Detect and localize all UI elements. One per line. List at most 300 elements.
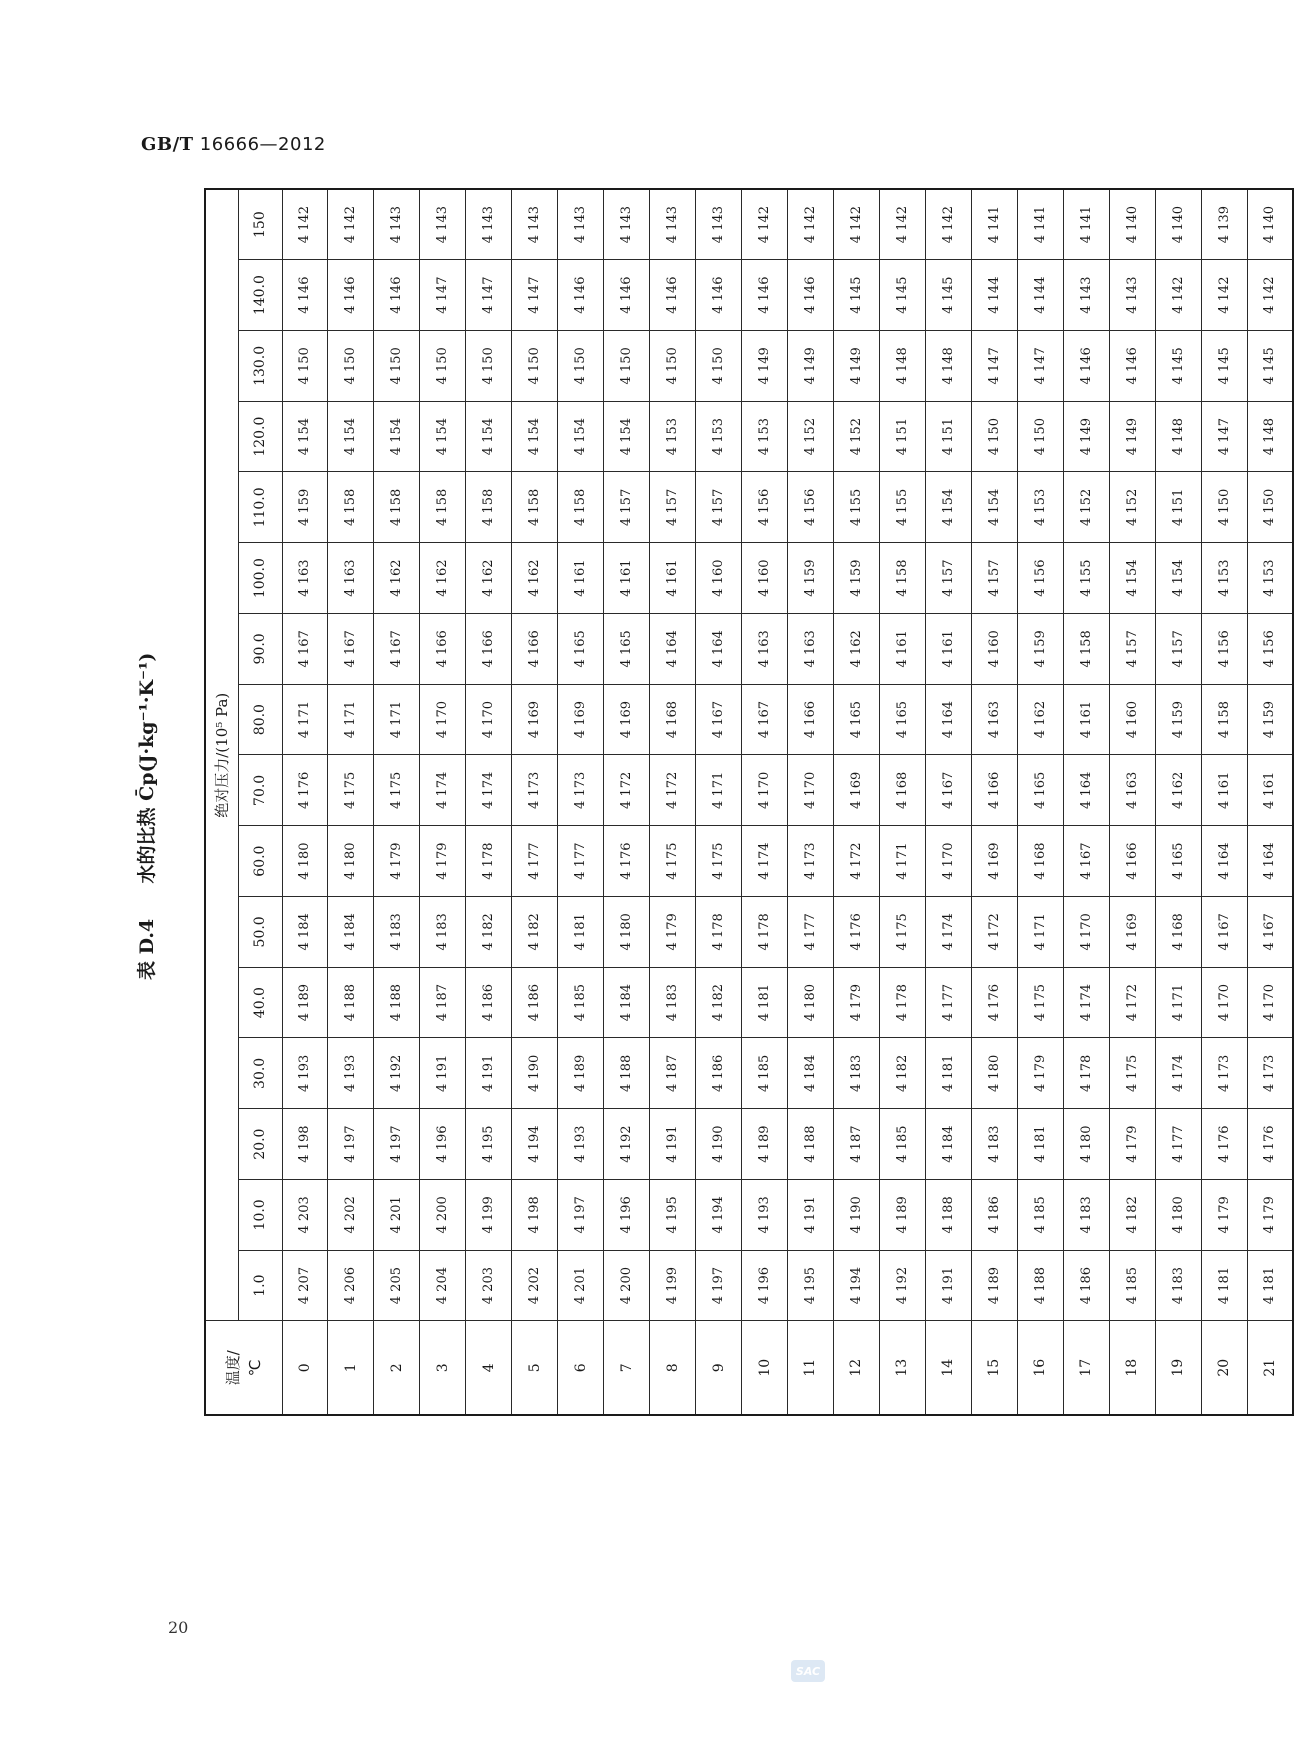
pressure-column-header: 50.0 <box>238 897 282 968</box>
specific-heat-cell: 4 176 <box>604 826 650 897</box>
specific-heat-cell: 4 154 <box>971 472 1017 543</box>
specific-heat-cell: 4 165 <box>604 614 650 685</box>
specific-heat-cell: 4 154 <box>512 401 558 472</box>
specific-heat-cell: 4 174 <box>1063 967 1109 1038</box>
specific-heat-cell: 4 174 <box>466 755 512 826</box>
specific-heat-cell: 4 173 <box>787 826 833 897</box>
specific-heat-cell: 4 160 <box>696 543 742 614</box>
specific-heat-cell: 4 188 <box>374 967 420 1038</box>
specific-heat-cell: 4 158 <box>466 472 512 543</box>
specific-heat-cell: 4 169 <box>558 684 604 755</box>
specific-heat-cell: 4 150 <box>696 331 742 402</box>
specific-heat-cell: 4 157 <box>971 543 1017 614</box>
specific-heat-cell: 4 149 <box>742 331 788 402</box>
specific-heat-cell: 4 178 <box>466 826 512 897</box>
specific-heat-cell: 4 156 <box>1017 543 1063 614</box>
pressure-column-header: 110.0 <box>238 472 282 543</box>
specific-heat-cell: 4 150 <box>971 401 1017 472</box>
specific-heat-cell: 4 167 <box>1063 826 1109 897</box>
specific-heat-cell: 4 202 <box>328 1180 374 1251</box>
specific-heat-cell: 4 145 <box>833 260 879 331</box>
specific-heat-cell: 4 179 <box>1017 1038 1063 1109</box>
specific-heat-cell: 4 194 <box>512 1109 558 1180</box>
specific-heat-cell: 4 177 <box>512 826 558 897</box>
specific-heat-cell: 4 188 <box>787 1109 833 1180</box>
specific-heat-cell: 4 174 <box>925 897 971 968</box>
specific-heat-cell: 4 191 <box>650 1109 696 1180</box>
temperature-cell: 2 <box>374 1321 420 1415</box>
specific-heat-cell: 4 158 <box>374 472 420 543</box>
specific-heat-cell: 4 179 <box>833 967 879 1038</box>
specific-heat-cell: 4 189 <box>742 1109 788 1180</box>
specific-heat-cell: 4 184 <box>282 897 328 968</box>
specific-heat-cell: 4 181 <box>742 967 788 1038</box>
pressure-column-header: 70.0 <box>238 755 282 826</box>
specific-heat-cell: 4 153 <box>696 401 742 472</box>
specific-heat-cell: 4 149 <box>1063 401 1109 472</box>
specific-heat-cell: 4 203 <box>282 1180 328 1251</box>
specific-heat-cell: 4 188 <box>604 1038 650 1109</box>
temperature-cell: 12 <box>833 1321 879 1415</box>
specific-heat-cell: 4 160 <box>742 543 788 614</box>
table-row <box>879 189 925 1415</box>
specific-heat-cell: 4 195 <box>466 1109 512 1180</box>
specific-heat-cell: 4 197 <box>558 1180 604 1251</box>
corner-header-temperature <box>205 1321 282 1415</box>
specific-heat-cell: 4 167 <box>282 614 328 685</box>
specific-heat-cell: 4 158 <box>420 472 466 543</box>
table-row <box>1155 189 1201 1415</box>
specific-heat-cell: 4 206 <box>328 1250 374 1321</box>
specific-heat-cell: 4 150 <box>1247 472 1293 543</box>
specific-heat-cell: 4 145 <box>1247 331 1293 402</box>
specific-heat-cell: 4 166 <box>420 614 466 685</box>
specific-heat-cell: 4 156 <box>1201 614 1247 685</box>
specific-heat-cell: 4 189 <box>282 967 328 1038</box>
temperature-cell: 4 <box>466 1321 512 1415</box>
specific-heat-cell: 4 151 <box>1155 472 1201 543</box>
specific-heat-cell: 4 150 <box>1017 401 1063 472</box>
specific-heat-cell: 4 163 <box>282 543 328 614</box>
specific-heat-cell: 4 171 <box>1155 967 1201 1038</box>
specific-heat-cell: 4 189 <box>971 1250 1017 1321</box>
specific-heat-cell: 4 190 <box>696 1109 742 1180</box>
specific-heat-cell: 4 167 <box>696 684 742 755</box>
temperature-cell: 8 <box>650 1321 696 1415</box>
specific-heat-cell: 4 159 <box>1155 684 1201 755</box>
specific-heat-cell: 4 166 <box>787 684 833 755</box>
specific-heat-cell: 4 142 <box>879 189 925 260</box>
specific-heat-cell: 4 157 <box>650 472 696 543</box>
specific-heat-cell: 4 180 <box>1155 1180 1201 1251</box>
specific-heat-cell: 4 187 <box>833 1109 879 1180</box>
specific-heat-cell: 4 148 <box>925 331 971 402</box>
data-table <box>204 188 1294 1416</box>
specific-heat-cell: 4 201 <box>558 1250 604 1321</box>
pressure-column-header: 150 <box>238 189 282 260</box>
specific-heat-cell: 4 162 <box>1155 755 1201 826</box>
specific-heat-cell: 4 158 <box>1063 614 1109 685</box>
specific-heat-cell: 4 150 <box>604 331 650 402</box>
specific-heat-cell: 4 168 <box>879 755 925 826</box>
specific-heat-cell: 4 185 <box>1017 1180 1063 1251</box>
specific-heat-cell: 4 170 <box>742 755 788 826</box>
specific-heat-cell: 4 181 <box>1017 1109 1063 1180</box>
specific-heat-cell: 4 201 <box>374 1180 420 1251</box>
specific-heat-cell: 4 148 <box>1247 401 1293 472</box>
specific-heat-cell: 4 184 <box>925 1109 971 1180</box>
specific-heat-cell: 4 174 <box>1155 1038 1201 1109</box>
specific-heat-cell: 4 153 <box>650 401 696 472</box>
specific-heat-cell: 4 158 <box>879 543 925 614</box>
specific-heat-cell: 4 143 <box>604 189 650 260</box>
specific-heat-cell: 4 172 <box>971 897 1017 968</box>
specific-heat-cell: 4 145 <box>1201 331 1247 402</box>
specific-heat-cell: 4 192 <box>374 1038 420 1109</box>
specific-heat-cell: 4 186 <box>1063 1250 1109 1321</box>
specific-heat-cell: 4 176 <box>282 755 328 826</box>
specific-heat-cell: 4 143 <box>1063 260 1109 331</box>
specific-heat-cell: 4 146 <box>1109 331 1155 402</box>
specific-heat-cell: 4 166 <box>1109 826 1155 897</box>
specific-heat-cell: 4 140 <box>1155 189 1201 260</box>
specific-heat-cell: 4 200 <box>604 1250 650 1321</box>
specific-heat-cell: 4 150 <box>512 331 558 402</box>
specific-heat-cell: 4 185 <box>879 1109 925 1180</box>
temperature-cell: 17 <box>1063 1321 1109 1415</box>
specific-heat-cell: 4 146 <box>787 260 833 331</box>
specific-heat-cell: 4 164 <box>1063 755 1109 826</box>
specific-heat-cell: 4 185 <box>1109 1250 1155 1321</box>
specific-heat-cell: 4 185 <box>742 1038 788 1109</box>
specific-heat-cell: 4 167 <box>328 614 374 685</box>
specific-heat-cell: 4 161 <box>1063 684 1109 755</box>
specific-heat-cell: 4 161 <box>925 614 971 685</box>
specific-heat-cell: 4 161 <box>1247 755 1293 826</box>
specific-heat-cell: 4 183 <box>833 1038 879 1109</box>
table-row <box>1247 189 1293 1415</box>
pressure-column-header: 40.0 <box>238 967 282 1038</box>
specific-heat-cell: 4 189 <box>558 1038 604 1109</box>
specific-heat-cell: 4 167 <box>925 755 971 826</box>
specific-heat-cell: 4 142 <box>1155 260 1201 331</box>
specific-heat-cell: 4 202 <box>512 1250 558 1321</box>
table-row <box>328 189 374 1415</box>
page-number: 20 <box>168 1618 189 1637</box>
specific-heat-cell: 4 181 <box>558 897 604 968</box>
specific-heat-cell: 4 165 <box>879 684 925 755</box>
specific-heat-cell: 4 143 <box>650 189 696 260</box>
corner-label-line1: 温度/ <box>223 1350 242 1386</box>
specific-heat-cell: 4 145 <box>879 260 925 331</box>
specific-heat-cell: 4 154 <box>282 401 328 472</box>
specific-heat-cell: 4 171 <box>879 826 925 897</box>
specific-heat-cell: 4 191 <box>787 1180 833 1251</box>
specific-heat-cell: 4 182 <box>512 897 558 968</box>
specific-heat-cell: 4 181 <box>925 1038 971 1109</box>
specific-heat-cell: 4 149 <box>787 331 833 402</box>
specific-heat-cell: 4 179 <box>1109 1109 1155 1180</box>
specific-heat-cell: 4 164 <box>1247 826 1293 897</box>
specific-heat-cell: 4 176 <box>833 897 879 968</box>
specific-heat-cell: 4 163 <box>742 614 788 685</box>
specific-heat-cell: 4 173 <box>1247 1038 1293 1109</box>
table-row <box>1201 189 1247 1415</box>
specific-heat-cell: 4 146 <box>696 260 742 331</box>
specific-heat-cell: 4 176 <box>1201 1109 1247 1180</box>
specific-heat-cell: 4 173 <box>558 755 604 826</box>
specific-heat-cell: 4 164 <box>650 614 696 685</box>
specific-heat-cell: 4 150 <box>282 331 328 402</box>
specific-heat-cell: 4 172 <box>833 826 879 897</box>
table-row <box>696 189 742 1415</box>
specific-heat-cell: 4 143 <box>374 189 420 260</box>
specific-heat-cell: 4 146 <box>742 260 788 331</box>
specific-heat-cell: 4 181 <box>1201 1250 1247 1321</box>
specific-heat-cell: 4 196 <box>420 1109 466 1180</box>
specific-heat-cell: 4 169 <box>971 826 1017 897</box>
standard-number: 16666—2012 <box>199 134 326 155</box>
table-row <box>833 189 879 1415</box>
specific-heat-cell: 4 175 <box>328 755 374 826</box>
specific-heat-cell: 4 153 <box>1017 472 1063 543</box>
specific-heat-cell: 4 200 <box>420 1180 466 1251</box>
specific-heat-cell: 4 174 <box>742 826 788 897</box>
pressure-column-header: 90.0 <box>238 614 282 685</box>
specific-heat-cell: 4 171 <box>328 684 374 755</box>
specific-heat-cell: 4 158 <box>328 472 374 543</box>
specific-heat-cell: 4 170 <box>420 684 466 755</box>
specific-heat-cell: 4 192 <box>879 1250 925 1321</box>
specific-heat-cell: 4 175 <box>696 826 742 897</box>
specific-heat-cell: 4 158 <box>512 472 558 543</box>
specific-heat-cell: 4 205 <box>374 1250 420 1321</box>
specific-heat-cell: 4 169 <box>833 755 879 826</box>
specific-heat-cell: 4 146 <box>374 260 420 331</box>
table-row <box>1063 189 1109 1415</box>
specific-heat-cell: 4 173 <box>1201 1038 1247 1109</box>
standard-header <box>141 134 326 155</box>
specific-heat-cell: 4 159 <box>833 543 879 614</box>
specific-heat-cell: 4 152 <box>787 401 833 472</box>
specific-heat-cell: 4 152 <box>1109 472 1155 543</box>
specific-heat-cell: 4 180 <box>1063 1109 1109 1180</box>
specific-heat-cell: 4 196 <box>604 1180 650 1251</box>
specific-heat-cell: 4 159 <box>1017 614 1063 685</box>
specific-heat-cell: 4 187 <box>420 967 466 1038</box>
specific-heat-cell: 4 193 <box>558 1109 604 1180</box>
specific-heat-cell: 4 160 <box>1109 684 1155 755</box>
table-row <box>604 189 650 1415</box>
specific-heat-cell: 4 169 <box>512 684 558 755</box>
specific-heat-cell: 4 156 <box>742 472 788 543</box>
specific-heat-cell: 4 157 <box>925 543 971 614</box>
specific-heat-cell: 4 186 <box>971 1180 1017 1251</box>
pressure-column-header: 1.0 <box>238 1250 282 1321</box>
specific-heat-cell: 4 155 <box>879 472 925 543</box>
specific-heat-cell: 4 178 <box>696 897 742 968</box>
specific-heat-cell: 4 150 <box>328 331 374 402</box>
specific-heat-cell: 4 170 <box>466 684 512 755</box>
specific-heat-cell: 4 150 <box>466 331 512 402</box>
specific-heat-cell: 4 157 <box>1155 614 1201 685</box>
specific-heat-cell: 4 182 <box>1109 1180 1155 1251</box>
specific-heat-cell: 4 161 <box>650 543 696 614</box>
specific-heat-cell: 4 177 <box>558 826 604 897</box>
specific-heat-cell: 4 153 <box>742 401 788 472</box>
specific-heat-cell: 4 175 <box>650 826 696 897</box>
table-row <box>1109 189 1155 1415</box>
specific-heat-cell: 4 141 <box>1017 189 1063 260</box>
specific-heat-cell: 4 149 <box>833 331 879 402</box>
specific-heat-cell: 4 197 <box>696 1250 742 1321</box>
specific-heat-cell: 4 184 <box>604 967 650 1038</box>
specific-heat-cell: 4 145 <box>925 260 971 331</box>
specific-heat-cell: 4 153 <box>1201 543 1247 614</box>
specific-heat-cell: 4 142 <box>282 189 328 260</box>
specific-heat-cell: 4 159 <box>1247 684 1293 755</box>
specific-heat-cell: 4 203 <box>466 1250 512 1321</box>
specific-heat-cell: 4 152 <box>1063 472 1109 543</box>
pressure-column-header: 100.0 <box>238 543 282 614</box>
specific-heat-cell: 4 163 <box>787 614 833 685</box>
specific-heat-cell: 4 169 <box>604 684 650 755</box>
specific-heat-cell: 4 154 <box>1109 543 1155 614</box>
temperature-cell: 20 <box>1201 1321 1247 1415</box>
specific-heat-cell: 4 142 <box>328 189 374 260</box>
specific-heat-cell: 4 191 <box>925 1250 971 1321</box>
specific-heat-cell: 4 162 <box>833 614 879 685</box>
specific-heat-cell: 4 162 <box>374 543 420 614</box>
specific-heat-cell: 4 168 <box>650 684 696 755</box>
specific-heat-cell: 4 177 <box>925 967 971 1038</box>
specific-heat-cell: 4 153 <box>1247 543 1293 614</box>
specific-heat-cell: 4 146 <box>558 260 604 331</box>
specific-heat-cell: 4 147 <box>1201 401 1247 472</box>
specific-heat-cell: 4 177 <box>1155 1109 1201 1180</box>
specific-heat-cell: 4 176 <box>971 967 1017 1038</box>
specific-heat-cell: 4 183 <box>374 897 420 968</box>
specific-heat-cell: 4 143 <box>420 189 466 260</box>
specific-heat-cell: 4 163 <box>328 543 374 614</box>
specific-heat-cell: 4 176 <box>1247 1109 1293 1180</box>
specific-heat-cell: 4 162 <box>466 543 512 614</box>
pressure-group-header: 绝对压力/(10⁵ Pa) <box>205 189 238 1321</box>
table-row <box>925 189 971 1415</box>
temperature-cell: 10 <box>742 1321 788 1415</box>
specific-heat-cell: 4 192 <box>604 1109 650 1180</box>
specific-heat-cell: 4 157 <box>696 472 742 543</box>
specific-heat-cell: 4 167 <box>742 684 788 755</box>
specific-heat-cell: 4 180 <box>604 897 650 968</box>
specific-heat-cell: 4 156 <box>1247 614 1293 685</box>
specific-heat-cell: 4 146 <box>604 260 650 331</box>
specific-heat-cell: 4 161 <box>1201 755 1247 826</box>
specific-heat-cell: 4 158 <box>558 472 604 543</box>
specific-heat-cell: 4 187 <box>650 1038 696 1109</box>
specific-heat-cell: 4 148 <box>879 331 925 402</box>
specific-heat-cell: 4 154 <box>374 401 420 472</box>
specific-heat-cell: 4 143 <box>512 189 558 260</box>
specific-heat-cell: 4 184 <box>328 897 374 968</box>
temperature-cell: 13 <box>879 1321 925 1415</box>
specific-heat-cell: 4 188 <box>925 1180 971 1251</box>
specific-heat-cell: 4 174 <box>420 755 466 826</box>
specific-heat-cell: 4 193 <box>282 1038 328 1109</box>
specific-heat-cell: 4 182 <box>466 897 512 968</box>
specific-heat-cell: 4 141 <box>1063 189 1109 260</box>
specific-heat-cell: 4 150 <box>650 331 696 402</box>
temperature-cell: 19 <box>1155 1321 1201 1415</box>
specific-heat-cell: 4 190 <box>512 1038 558 1109</box>
specific-heat-cell: 4 189 <box>879 1180 925 1251</box>
specific-heat-cell: 4 172 <box>650 755 696 826</box>
specific-heat-cell: 4 143 <box>466 189 512 260</box>
table-row <box>374 189 420 1415</box>
specific-heat-cell: 4 154 <box>604 401 650 472</box>
specific-heat-cell: 4 168 <box>1155 897 1201 968</box>
specific-heat-cell: 4 165 <box>1155 826 1201 897</box>
specific-heat-cell: 4 178 <box>1063 1038 1109 1109</box>
specific-heat-cell: 4 151 <box>925 401 971 472</box>
table-row <box>650 189 696 1415</box>
specific-heat-cell: 4 198 <box>282 1109 328 1180</box>
specific-heat-cell: 4 178 <box>742 897 788 968</box>
specific-heat-cell: 4 140 <box>1109 189 1155 260</box>
specific-heat-cell: 4 186 <box>466 967 512 1038</box>
specific-heat-cell: 4 170 <box>925 826 971 897</box>
specific-heat-cell: 4 164 <box>925 684 971 755</box>
table-row <box>420 189 466 1415</box>
specific-heat-cell: 4 185 <box>558 967 604 1038</box>
temperature-cell: 3 <box>420 1321 466 1415</box>
specific-heat-cell: 4 175 <box>879 897 925 968</box>
temperature-cell: 6 <box>558 1321 604 1415</box>
caption-title: 水的比热 C̄p(J·kg⁻¹·K⁻¹) <box>136 652 158 884</box>
specific-heat-cell: 4 152 <box>833 401 879 472</box>
specific-heat-cell: 4 197 <box>328 1109 374 1180</box>
specific-heat-cell: 4 183 <box>971 1109 1017 1180</box>
specific-heat-cell: 4 191 <box>466 1038 512 1109</box>
specific-heat-cell: 4 147 <box>512 260 558 331</box>
specific-heat-cell: 4 168 <box>1017 826 1063 897</box>
specific-heat-cell: 4 159 <box>282 472 328 543</box>
pressure-column-header: 130.0 <box>238 331 282 402</box>
specific-heat-cell: 4 170 <box>1063 897 1109 968</box>
specific-heat-cell: 4 171 <box>1017 897 1063 968</box>
specific-heat-cell: 4 162 <box>1017 684 1063 755</box>
specific-heat-cell: 4 183 <box>650 967 696 1038</box>
specific-heat-table <box>204 190 1292 1416</box>
temperature-cell: 16 <box>1017 1321 1063 1415</box>
specific-heat-cell: 4 142 <box>833 189 879 260</box>
temperature-cell: 15 <box>971 1321 1017 1415</box>
specific-heat-cell: 4 182 <box>879 1038 925 1109</box>
specific-heat-cell: 4 186 <box>512 967 558 1038</box>
specific-heat-cell: 4 166 <box>971 755 1017 826</box>
specific-heat-cell: 4 194 <box>696 1180 742 1251</box>
specific-heat-cell: 4 150 <box>374 331 420 402</box>
specific-heat-cell: 4 196 <box>742 1250 788 1321</box>
specific-heat-cell: 4 165 <box>833 684 879 755</box>
sac-watermark-logo: SAC <box>791 1660 825 1682</box>
pressure-column-header: 60.0 <box>238 826 282 897</box>
specific-heat-cell: 4 161 <box>879 614 925 685</box>
specific-heat-cell: 4 154 <box>466 401 512 472</box>
specific-heat-cell: 4 178 <box>879 967 925 1038</box>
table-row <box>1017 189 1063 1415</box>
specific-heat-cell: 4 173 <box>512 755 558 826</box>
